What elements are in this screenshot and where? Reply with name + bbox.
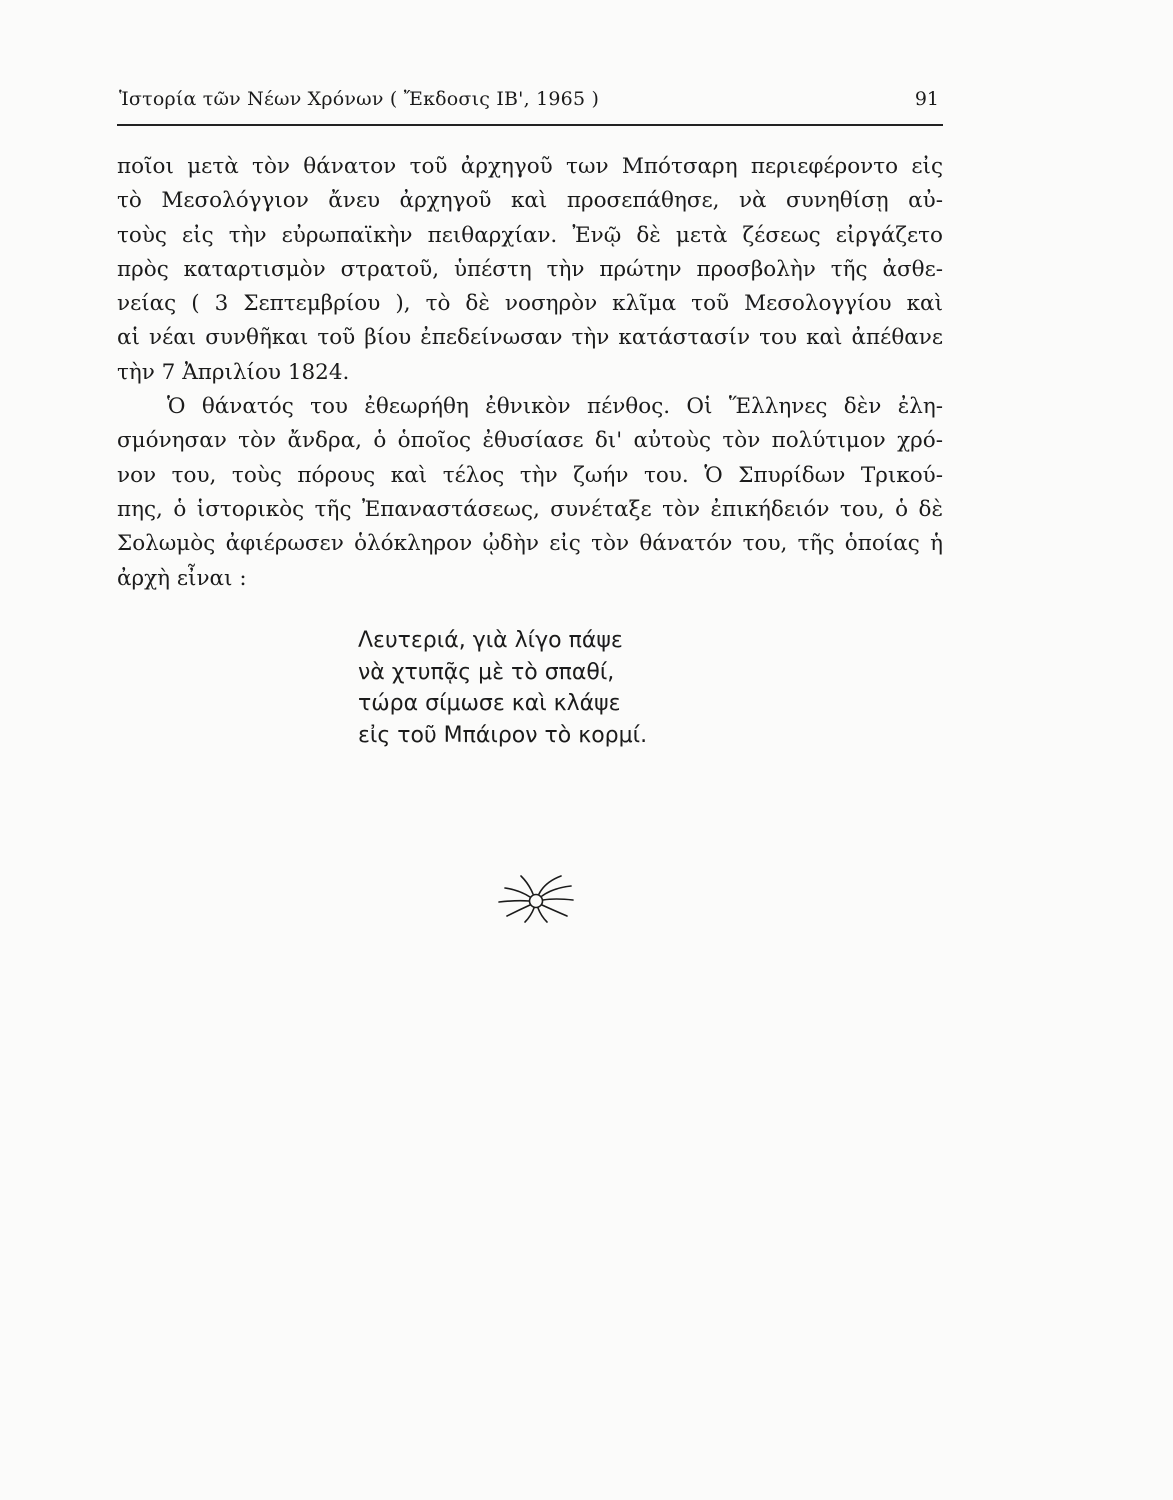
poem-stanza xyxy=(358,625,647,751)
text-line: πης, ὁ ἱστορικὸς τῆς Ἐπαναστάσεως, συνέταξε τὸν ἐπικήδειόν του, ὁ δὲ xyxy=(117,496,943,522)
text-line: τοὺς εἰς τὴν εὐρωπαϊκὴν πειθαρχίαν. Ἐνῷ δὲ μετὰ ζέσεως εἰργάζετο xyxy=(117,222,943,248)
sun-ornament-icon xyxy=(495,868,577,924)
poem-line: Λευτεριά, γιὰ λίγο πάψε xyxy=(358,628,623,653)
poem-line: εἰς τοῦ Μπάιρον τὸ κορμί. xyxy=(358,722,648,748)
text-line: νον του, τοὺς πόρους καὶ τέλος τὴν ζωήν του. Ὁ Σπυρίδων Τρικού- xyxy=(117,462,943,488)
poem-line: νὰ χτυπᾷς μὲ τὸ σπαθί, xyxy=(358,659,615,685)
paragraph-1 xyxy=(117,150,943,390)
paragraph-2 xyxy=(117,390,943,596)
body-text xyxy=(117,150,943,596)
text-line: Σολωμὸς ἀφιέρωσεν ὁλόκληρον ᾠδὴν εἰς τὸν θάνατόν του, τῆς ὁποίας ἡ xyxy=(117,531,943,557)
text-line: ἀρχὴ εἶναι : xyxy=(117,565,247,591)
running-header xyxy=(117,84,943,126)
poem-line: τώρα σίμωσε καὶ κλάψε xyxy=(358,691,621,716)
text-line: ποῖοι μετὰ τὸν θάνατον τοῦ ἀρχηγοῦ των Μπότσαρη περιεφέροντο εἰς xyxy=(117,154,943,179)
text-line: τὴν 7 Ἀπριλίου 1824. xyxy=(117,359,350,385)
text-line: νείας ( 3 Σεπτεμβρίου ), τὸ δὲ νοσηρὸν κλῖμα τοῦ Μεσολογγίου καὶ xyxy=(117,291,943,317)
text-line: πρὸς καταρτισμὸν στρατοῦ, ὑπέστη τὴν πρώτην προσβολὴν τῆς ἀσθε- xyxy=(117,256,943,282)
text-line: Ὁ θάνατός του ἐθεωρήθη ἐθνικὸν πένθος. Οἱ Ἕλληνες δὲν ἐλη- xyxy=(167,394,943,420)
header-title: Ἱστορία τῶν Νέων Χρόνων ( Ἔκδοσις ΙΒ', 1965 ) xyxy=(119,88,600,110)
text-line: αἱ νέαι συνθῆκαι τοῦ βίου ἐπεδείνωσαν τὴν κατάστασίν του καὶ ἀπέθανε xyxy=(117,325,943,351)
text-line: τὸ Μεσολόγγιον ἄνευ ἀρχηγοῦ καὶ προσεπάθησε, νὰ συνηθίσῃ αὐ- xyxy=(117,188,943,214)
page-number: 91 xyxy=(914,88,939,110)
text-line: σμόνησαν τὸν ἄνδρα, ὁ ὁποῖος ἐθυσίασε δι' αὐτοὺς τὸν πολύτιμον χρό- xyxy=(117,428,943,454)
